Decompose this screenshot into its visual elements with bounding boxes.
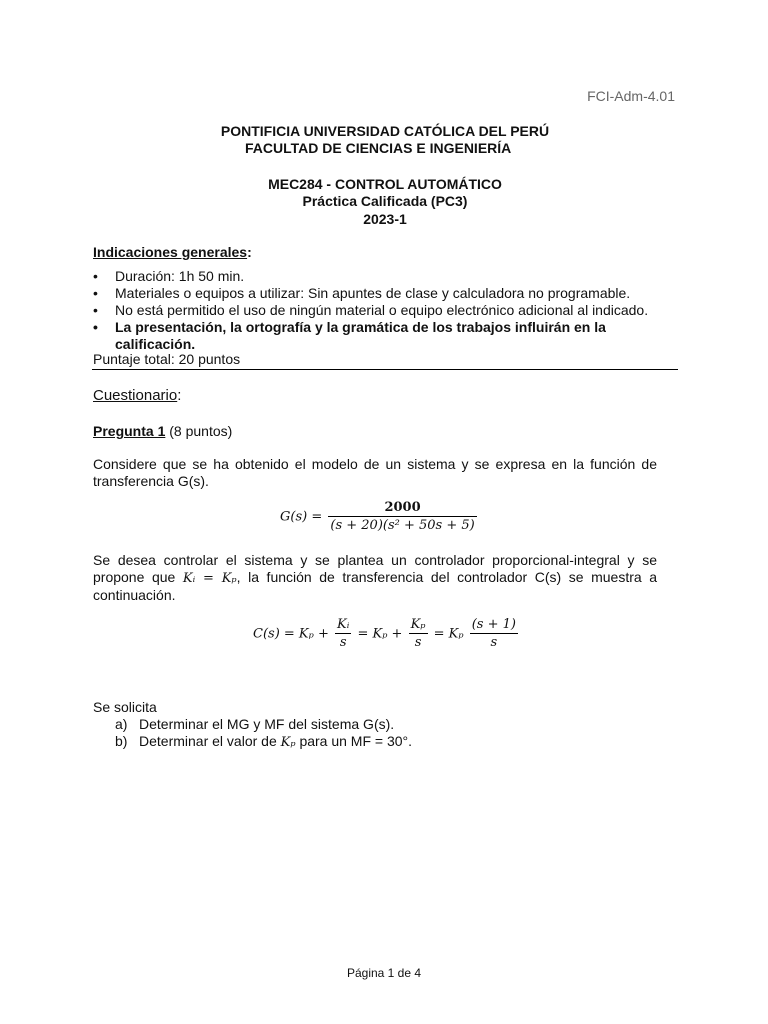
solicita-list (115, 716, 412, 751)
list-item: • No está permitido el uso de ningún material o equipo electrónico adicional al indicado. (93, 302, 683, 319)
item-a-label: a) (115, 716, 128, 732)
eq-g-denominator (328, 516, 476, 534)
eq-c-fraction-2 (409, 617, 428, 651)
document-code: FCI-Adm-4.01 (587, 88, 675, 104)
eq-c-f1-num: Kᵢ (337, 617, 350, 632)
controller-text-a: Se desea controlar el sistema y se plantea un controlador proporcional-integral y se propone que (93, 552, 657, 585)
controller-text-b: , la función de transferencia del controlador C(s) se muestra a continuación. (93, 569, 658, 603)
pregunta-1-points: (8 puntos) (169, 423, 233, 439)
item-b-pre: Determinar el valor de (139, 733, 277, 749)
course-title: MEC284 - CONTROL AUTOMÁTICO (268, 176, 502, 192)
solicita-label: Se solicita (93, 699, 157, 715)
list-item: • Materiales o equipos a utilizar: Sin apuntes de clase y calculadora no programable. (93, 285, 683, 302)
eq-c-fraction-1 (335, 617, 351, 651)
exam-title: Práctica Calificada (PC3) (302, 193, 468, 209)
pregunta-1-heading (93, 423, 232, 440)
cuestionario-title: Cuestionario (93, 387, 178, 404)
faculty-name: FACULTAD DE CIENCIAS E INGENIERÍA (245, 140, 512, 156)
eq-c-f2-den: s (414, 635, 422, 650)
divider (92, 369, 678, 370)
item-a-text: Determinar el MG y MF del sistema G(s). (139, 716, 395, 732)
list-item: • Duración: 1h 50 min. (93, 268, 683, 285)
eq-g-numerator: 2000 (384, 500, 421, 515)
eq-c-f3-den: s (490, 635, 498, 650)
list-item (115, 733, 412, 751)
eq-c-fraction-3 (470, 617, 518, 651)
eq-c-f2-num: Kₚ (410, 617, 426, 632)
eq-g-lhs: G(s) = (280, 509, 323, 525)
indicaciones-colon: : (247, 244, 252, 260)
pregunta-1-title: Pregunta 1 (93, 423, 166, 439)
indicaciones-heading (93, 244, 252, 261)
pregunta-1-intro: Considere que se ha obtenido el modelo de un sistema y se expresa en la función de transferencia G(s). (93, 456, 657, 489)
eq-c-lhs: C(s) = Kₚ + (253, 626, 329, 642)
cuestionario-colon: : (177, 387, 182, 404)
indicaciones-list (93, 268, 683, 353)
page-number: Página 1 de 4 (346, 966, 422, 980)
eq-c-f3-num: (s + 1) (471, 617, 516, 632)
equation-g (280, 500, 479, 534)
equation-c (253, 617, 520, 651)
item-b-post: para un MF = 30°. (299, 733, 413, 749)
total-score: Puntaje total: 20 puntos (93, 351, 241, 367)
eq-c-f1-den: s (339, 635, 347, 650)
item-b-math: Kₚ (280, 735, 296, 750)
eq-c-mid-1: = Kₚ + (357, 626, 403, 642)
eq-g-fraction (328, 500, 476, 534)
eq-g-denominator-text: (s + 20)(s² + 50s + 5) (330, 518, 475, 533)
eq-c-mid-2: = Kₚ (433, 626, 464, 642)
list-item (115, 716, 412, 733)
item-b-label: b) (115, 733, 128, 749)
indicaciones-title: Indicaciones generales (93, 244, 248, 260)
controller-math: Kᵢ = Kₚ (182, 571, 237, 586)
pregunta-1-controller-text (93, 552, 657, 604)
university-name: PONTIFICIA UNIVERSIDAD CATÓLICA DEL PERÚ (220, 123, 550, 139)
list-item: • La presentación, la ortografía y la gramática de los trabajos influirán en la calificación. (93, 319, 683, 353)
term: 2023-1 (363, 211, 407, 227)
cuestionario-heading (93, 387, 181, 404)
